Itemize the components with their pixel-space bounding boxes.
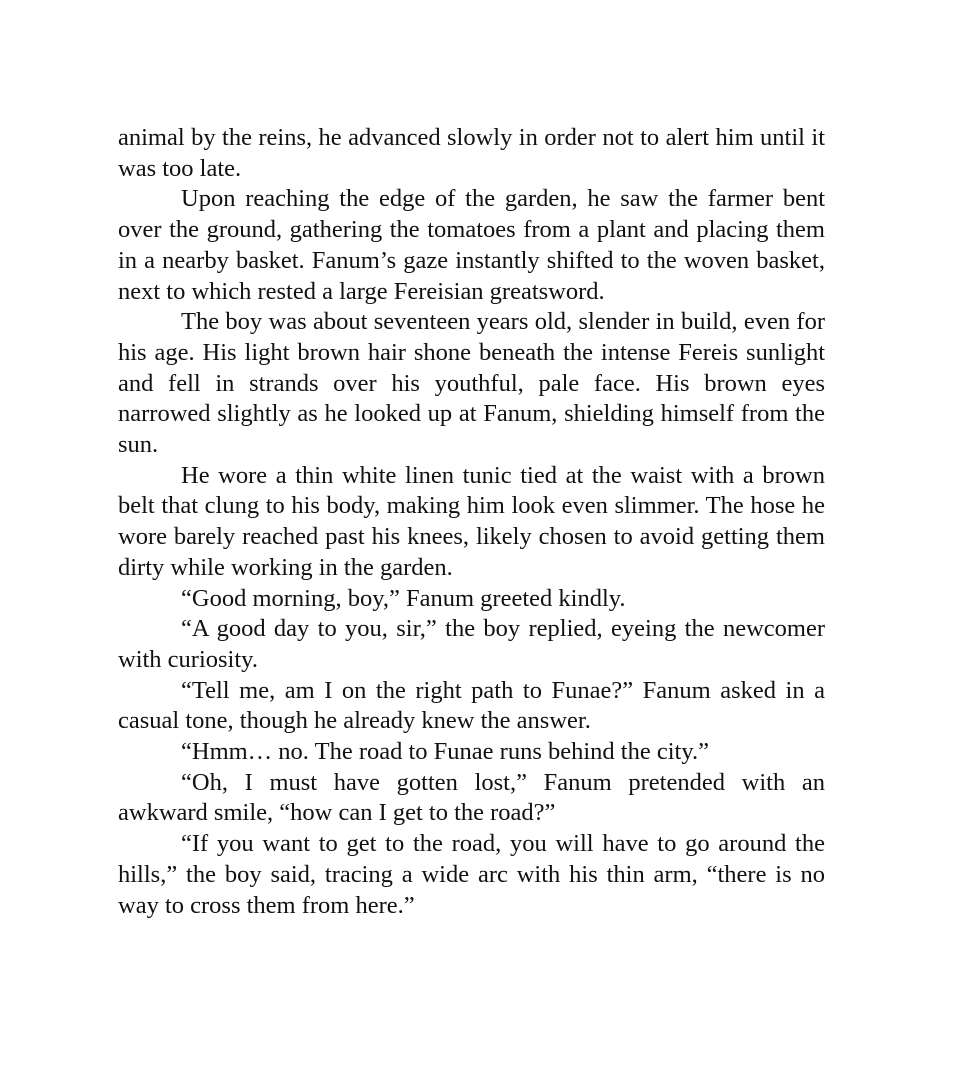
paragraph-4: He wore a thin white linen tunic tied at the waist with a brown belt that clung to his body, making him look even slimmer. The hose he wore barely reached past his knees, likely chosen to avoid getting them dirty while working in the garden. bbox=[118, 461, 825, 581]
paragraph-1: animal by the reins, he advanced slowly in order not to alert him until it was too late. bbox=[118, 124, 825, 182]
paragraph-10: “If you want to get to the road, you will have to go around the hills,” the boy said, tracing a wide arc with his thin arm, “there is no way to cross them from here.” bbox=[118, 830, 825, 919]
paragraph-9: “Oh, I must have gotten lost,” Fanum pretended with an awkward smile, “how can I get to the road?” bbox=[118, 768, 825, 827]
paragraph-3: The boy was about seventeen years old, slender in build, even for his age. His light brown hair shone beneath the intense Fereis sunlight and fell in strands over his youthful, pale face. His brown eyes narrowed slightly as he looked up at Fanum, shielding himself from the sun. bbox=[118, 308, 825, 459]
paragraph-5: “Good morning, boy,” Fanum greeted kindly. bbox=[181, 584, 626, 612]
paragraph-2: Upon reaching the edge of the garden, he saw the farmer bent over the ground, gathering the tomatoes from a plant and placing them in a nearby basket. Fanum’s gaze instantly shifted to the woven basket, next to which rested a large Fereisian greatsword. bbox=[118, 185, 825, 305]
paragraph-8: “Hmm… no. The road to Funae runs behind the city.” bbox=[181, 738, 709, 766]
paragraph-7: “Tell me, am I on the right path to Funae?” Fanum asked in a casual tone, though he already knew the answer. bbox=[118, 676, 825, 735]
paragraph-6: “A good day to you, sir,” the boy replied, eyeing the newcomer with curiosity. bbox=[118, 615, 825, 673]
document-page bbox=[118, 123, 825, 921]
